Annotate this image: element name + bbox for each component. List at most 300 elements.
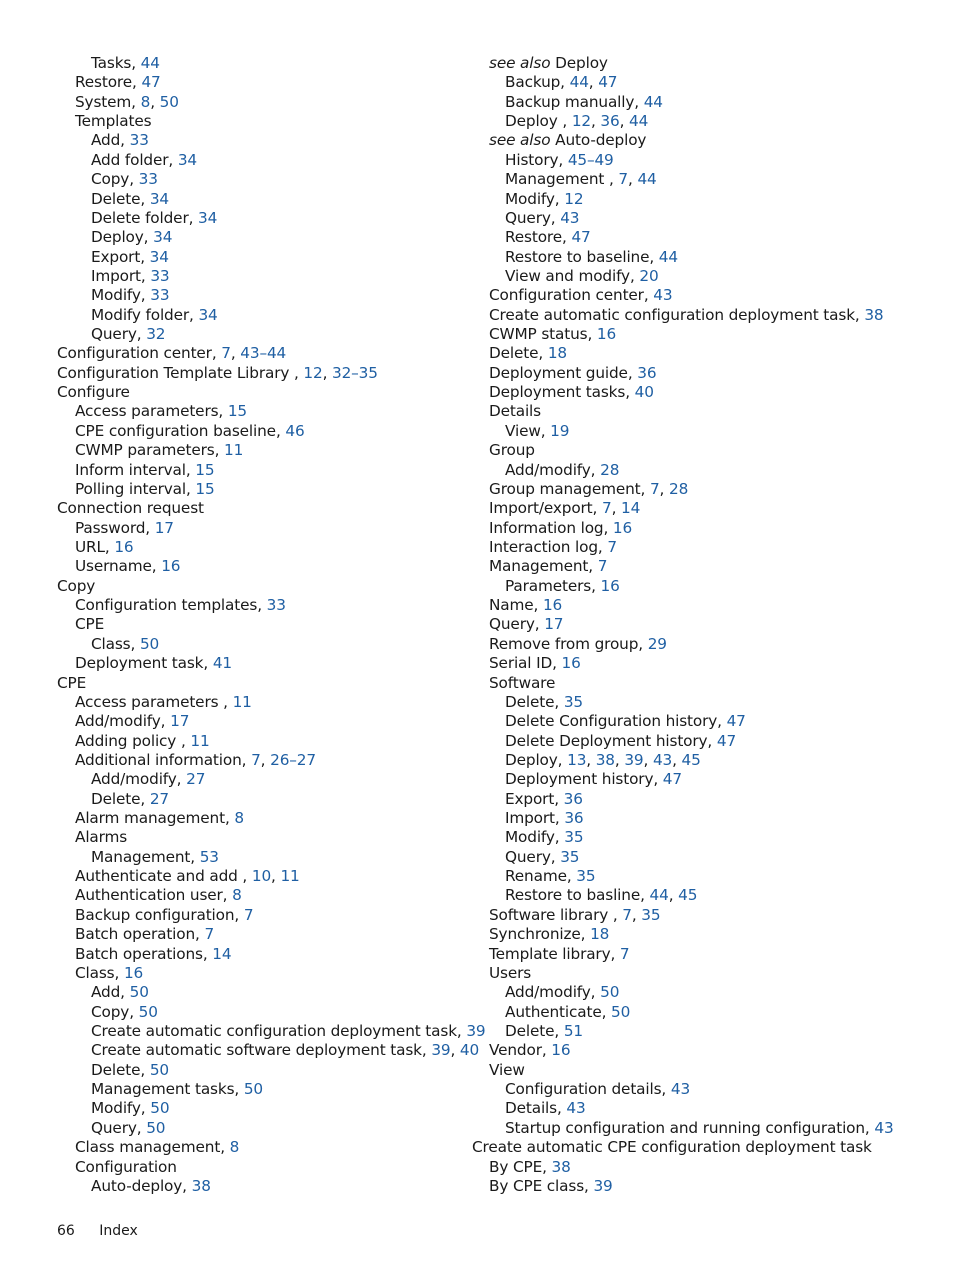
index-entry: View and modify, 20 — [505, 266, 659, 285]
index-term: Access parameters — [75, 402, 219, 421]
index-term: Deploy — [91, 228, 144, 247]
index-entry: Delete Configuration history, 47 — [505, 712, 746, 731]
index-term: Configuration Template Library — [57, 363, 294, 382]
index-entry: Class, 50 — [91, 634, 160, 653]
page-ref-link[interactable]: 35 — [560, 847, 580, 866]
page-ref-link[interactable]: 51 — [563, 1022, 583, 1040]
index-term: Vendor — [489, 1041, 542, 1060]
page-ref-link[interactable]: 14 — [621, 499, 641, 518]
index-term: Modify — [505, 828, 555, 847]
page-ref-link[interactable]: 40 — [459, 1041, 480, 1060]
page-ref-link[interactable]: 43 — [652, 750, 673, 769]
index-term: Add/modify — [505, 460, 591, 479]
page-ref-link[interactable]: 35 — [641, 905, 661, 924]
index-term: Polling interval — [75, 479, 186, 498]
page-ref-link[interactable]: 16 — [161, 557, 181, 576]
index-entry: Add/modify, 27 — [91, 770, 206, 789]
page-ref-link[interactable]: 53 — [199, 847, 219, 866]
see-also-label: see also — [489, 131, 551, 150]
page-ref-link[interactable]: 34 — [149, 189, 169, 208]
index-entry: Parameters, 16 — [505, 576, 620, 595]
page-ref-link[interactable]: 19 — [550, 421, 570, 440]
index-entry: Create automatic software deployment task, 39, 40 — [91, 1041, 480, 1060]
index-term: Interaction log — [489, 538, 598, 556]
index-entry: Modify, 33 — [91, 286, 170, 305]
page-ref-link[interactable]: 16 — [114, 538, 134, 556]
index-term: Delete — [505, 692, 555, 711]
index-term: Restore — [75, 73, 132, 92]
page-ref-link[interactable]: 7 — [649, 479, 660, 498]
page-ref-link[interactable]: 7 — [619, 944, 630, 963]
index-term: Template library — [489, 944, 611, 963]
page-ref-link[interactable]: 47 — [662, 770, 682, 789]
page-ref-link[interactable]: 15 — [195, 479, 215, 498]
index-term: Parameters — [505, 576, 592, 595]
page-ref-link[interactable]: 40 — [634, 383, 654, 402]
index-entry: Import, 33 — [91, 266, 170, 285]
index-entry — [489, 964, 531, 983]
index-entry: Create automatic configuration deployment task, 38 — [489, 305, 884, 324]
index-entry: Delete, 27 — [91, 789, 169, 808]
page-ref-link[interactable]: 15 — [227, 402, 248, 421]
index-entry: Management tasks, 50 — [91, 1080, 264, 1099]
index-term: Query — [91, 325, 137, 344]
index-term: Copy — [91, 1002, 130, 1021]
index-term: Add/modify — [75, 712, 161, 731]
page-ref-link[interactable]: 36 — [637, 363, 657, 382]
index-term: Create automatic CPE configuration deployment task — [472, 1138, 872, 1157]
index-entry: Add, 50 — [91, 983, 149, 1002]
index-entry: Batch operation, 7 — [75, 925, 215, 944]
index-term: Deploy — [505, 750, 558, 769]
page-ref-link[interactable]: 50 — [150, 1099, 170, 1118]
index-term: Batch operations — [75, 944, 203, 963]
index-term: Startup configuration and running configuration — [505, 1118, 865, 1137]
index-entry: View, 19 — [505, 421, 570, 440]
index-term: Alarms — [75, 828, 128, 847]
index-term: Add/modify — [505, 983, 591, 1002]
index-term: Export — [91, 247, 141, 266]
index-term: CPE configuration baseline — [75, 421, 276, 440]
page-ref-link[interactable]: 16 — [561, 654, 581, 673]
page-ref-link[interactable]: 16 — [600, 576, 620, 595]
page-ref-link[interactable]: 17 — [544, 615, 564, 634]
index-entry: Access parameters, 15 — [75, 402, 248, 421]
index-entry: Authenticate, 50 — [505, 1002, 631, 1021]
page-ref-link[interactable]: 39 — [466, 1022, 486, 1040]
page-ref-link[interactable]: 35 — [563, 692, 583, 711]
index-term: Copy — [91, 170, 130, 189]
index-entry: Configuration Template Library , 12, 32–35 — [57, 363, 378, 382]
index-entry: Remove from group, 29 — [489, 634, 667, 653]
page-ref-link[interactable]: 11 — [224, 441, 244, 460]
index-term: Class — [75, 963, 115, 982]
index-term: Access parameters — [75, 692, 224, 711]
index-entry: Restore to basline, 44, 45 — [505, 886, 698, 905]
page-ref-link[interactable]: 8 — [140, 92, 151, 111]
page-ref-link[interactable]: 11 — [232, 692, 252, 711]
index-entry — [75, 1158, 177, 1177]
page-ref-link[interactable]: 50 — [159, 92, 179, 111]
index-entry: Configuration templates, 33 — [75, 596, 286, 615]
page-ref-link[interactable]: 38 — [864, 305, 884, 324]
index-entry — [75, 615, 104, 634]
index-entry: Authenticate and add , 10, 11 — [75, 867, 300, 886]
index-term: Import — [505, 809, 555, 828]
page-ref-link[interactable]: 7 — [597, 557, 608, 576]
index-term: Create automatic configuration deployment task — [489, 305, 855, 324]
index-entry: Add/modify, 50 — [505, 983, 620, 1002]
page-ref-link[interactable]: 43 — [566, 1099, 586, 1118]
page-ref-link[interactable]: 7 — [204, 925, 215, 944]
index-term: Configuration center — [57, 344, 212, 363]
index-entry: Query, 35 — [505, 847, 580, 866]
index-entry: By CPE, 38 — [489, 1157, 571, 1176]
index-term: Modify — [505, 189, 555, 208]
page-ref-link[interactable]: 7 — [221, 344, 231, 363]
index-entry: Deployment task, 41 — [75, 654, 232, 673]
index-term: Deploy — [505, 112, 563, 131]
page-ref-link[interactable]: 7 — [622, 905, 632, 924]
page-ref-link[interactable]: 12 — [571, 112, 591, 131]
page-ref-link[interactable]: 44 — [658, 247, 678, 266]
index-entry: Batch operations, 14 — [75, 944, 232, 963]
index-entry: Configuration center, 43 — [489, 286, 673, 305]
page-ref-link[interactable]: 36 — [600, 112, 620, 131]
index-entry: Deploy, 13, 38, 39, 43, 45 — [505, 750, 701, 769]
index-term: Batch operation — [75, 925, 196, 944]
page-ref-link[interactable]: 7 — [607, 538, 617, 556]
index-entry: By CPE class, 39 — [489, 1176, 613, 1195]
index-entry: Inform interval, 15 — [75, 460, 215, 479]
index-entry: Modify folder, 34 — [91, 305, 218, 324]
index-entry — [489, 674, 555, 693]
page-ref-link[interactable]: 27 — [149, 789, 169, 808]
index-entry: Copy, 50 — [91, 1002, 158, 1021]
index-entry — [472, 1138, 872, 1157]
page-ref-link[interactable]: 16 — [542, 596, 563, 615]
index-entry: Add/modify, 28 — [505, 460, 620, 479]
page-ref-link[interactable]: 35 — [576, 867, 596, 886]
index-entry: Restore, 47 — [75, 73, 161, 92]
page-ref-link[interactable]: 44 — [140, 54, 160, 72]
page-ref-link[interactable]: 10 — [251, 867, 272, 886]
page-ref-link[interactable]: 16 — [123, 963, 144, 982]
index-term: View — [505, 421, 541, 440]
page-ref-link[interactable]: 33 — [138, 170, 158, 189]
page-ref-link[interactable]: 7 — [243, 905, 254, 924]
index-entry: Copy, 33 — [91, 170, 158, 189]
page-ref-link[interactable]: 44 — [569, 73, 589, 92]
index-entry: URL, 16 — [75, 538, 134, 556]
index-entry: Startup configuration and running configuration, 43 — [505, 1118, 894, 1137]
page-ref-link[interactable]: 50 — [149, 1060, 169, 1079]
page-ref-link[interactable]: 7 — [618, 170, 629, 189]
page-ref-link[interactable]: 50 — [129, 983, 149, 1002]
page-ref-link[interactable]: 8 — [229, 1138, 240, 1157]
index-entry: Deployment guide, 36 — [489, 363, 657, 382]
index-term: Modify folder — [91, 305, 190, 324]
index-term: CWMP parameters — [75, 441, 215, 460]
index-term: Inform interval — [75, 460, 186, 479]
index-entry: Backup, 44, 47 — [505, 73, 618, 92]
index-entry: Query, 43 — [505, 208, 580, 227]
page-ref-link[interactable]: 47 — [726, 712, 746, 731]
page-ref-link[interactable]: 47 — [716, 731, 737, 750]
page-ref-link[interactable]: 43 — [560, 208, 580, 227]
index-term: By CPE — [489, 1157, 543, 1176]
page-ref-link[interactable]: 17 — [154, 518, 174, 537]
index-term: Delete Configuration history — [505, 712, 718, 731]
index-term: Delete — [91, 189, 141, 208]
index-entry: Interaction log, 7 — [489, 538, 617, 556]
page-ref-link[interactable]: 17 — [170, 712, 190, 731]
page-ref-link[interactable]: 43–44 — [240, 344, 287, 363]
page-ref-link[interactable]: 11 — [280, 867, 300, 886]
index-entry: Name, 16 — [489, 596, 563, 615]
index-entry: Additional information, 7, 26–27 — [75, 750, 316, 769]
index-term: Class management — [75, 1138, 221, 1157]
index-entry: Backup configuration, 7 — [75, 905, 254, 924]
page-ref-link[interactable]: 15 — [195, 460, 215, 479]
page-ref-link[interactable]: 28 — [668, 479, 689, 498]
page-ref-link[interactable]: 43 — [874, 1118, 894, 1137]
page-ref-link[interactable]: 50 — [139, 634, 160, 653]
page-ref-link[interactable]: 7 — [601, 499, 612, 518]
index-entry: Deployment history, 47 — [505, 770, 682, 789]
page-ref-link[interactable]: 32–35 — [332, 363, 378, 382]
index-term: Export — [505, 789, 555, 808]
index-term: Configuration center — [489, 286, 644, 305]
index-term: Remove from group — [489, 634, 639, 653]
page-ref-link[interactable]: 50 — [138, 1002, 158, 1021]
page-ref-link[interactable]: 7 — [251, 750, 261, 769]
index-term: Backup manually — [505, 92, 635, 111]
page-ref-link[interactable]: 34 — [149, 247, 169, 266]
index-term: Restore to baseline — [505, 247, 650, 266]
page-ref-link[interactable]: 45–49 — [567, 150, 614, 169]
index-term: Information log — [489, 518, 604, 537]
page-ref-link[interactable]: 44 — [649, 886, 669, 905]
page-footer — [57, 1222, 138, 1240]
page-ref-link[interactable]: 50 — [611, 1002, 631, 1021]
index-entry — [75, 112, 151, 131]
page-ref-link[interactable]: 33 — [266, 596, 286, 615]
page-ref-link[interactable]: 47 — [571, 228, 591, 247]
page-ref-link[interactable]: 16 — [612, 518, 633, 537]
index-entry: Deployment tasks, 40 — [489, 383, 654, 402]
page-ref-link[interactable]: 36 — [563, 789, 583, 808]
index-entry: Query, 50 — [91, 1118, 166, 1137]
index-entry: Management, 7 — [489, 557, 608, 576]
index-term: By CPE class — [489, 1176, 585, 1195]
index-term: Query — [505, 208, 551, 227]
index-entry: Delete, 35 — [505, 692, 583, 711]
index-entry: Backup manually, 44 — [505, 92, 663, 111]
page-ref-link[interactable]: 47 — [141, 73, 161, 92]
index-term: View and modify — [505, 266, 630, 285]
page-ref-link[interactable]: 38 — [551, 1157, 571, 1176]
index-term: Tasks — [91, 54, 132, 72]
index-term: Add/modify — [91, 770, 177, 789]
index-term: Additional information — [75, 750, 242, 769]
index-term: Auto-deploy — [91, 1176, 183, 1195]
index-entry: Export, 36 — [505, 789, 583, 808]
index-entry: CWMP parameters, 11 — [75, 441, 244, 460]
page-ref-link[interactable]: 36 — [564, 809, 584, 828]
index-term: Management — [91, 847, 191, 866]
index-entry: Class management, 8 — [75, 1138, 240, 1157]
page-ref-link[interactable]: 44 — [637, 170, 657, 189]
page-ref-link[interactable]: 12 — [303, 363, 323, 382]
index-term: Modify — [91, 286, 141, 305]
index-entry: CPE configuration baseline, 46 — [75, 421, 305, 440]
page-ref-link[interactable]: 43 — [653, 286, 673, 305]
index-term: CPE — [75, 615, 105, 634]
index-term: History — [505, 150, 559, 169]
index-entry — [57, 577, 95, 596]
index-term: Deployment guide — [489, 363, 628, 382]
index-term: Query — [489, 615, 535, 634]
page-ref-link[interactable]: 46 — [285, 421, 305, 440]
index-term: Password — [75, 518, 146, 537]
page-ref-link[interactable]: 27 — [186, 770, 206, 789]
page-ref-link[interactable]: 38 — [595, 750, 615, 769]
index-term: Details — [489, 402, 541, 421]
index-term: Backup — [505, 73, 561, 92]
page-ref-link[interactable]: 39 — [593, 1176, 613, 1195]
page-ref-link[interactable]: 45 — [681, 750, 701, 769]
index-term: Create automatic software deployment task — [91, 1041, 422, 1060]
page-ref-link[interactable]: 33 — [150, 266, 170, 285]
index-entry: Group management, 7, 28 — [489, 479, 689, 498]
index-entry: Template library, 7 — [489, 944, 630, 963]
index-term: Users — [489, 963, 532, 982]
page-ref-link[interactable]: 8 — [234, 809, 244, 828]
index-term: Delete — [505, 1022, 555, 1040]
page-ref-link[interactable]: 32 — [146, 325, 166, 344]
index-term: View — [489, 1060, 525, 1079]
index-entry: Rename, 35 — [505, 867, 596, 886]
index-term: Deployment task — [75, 654, 204, 673]
page-ref-link[interactable]: 50 — [243, 1080, 264, 1099]
index-entry: Import/export, 7, 14 — [489, 499, 641, 518]
index-term: Deployment history — [505, 770, 654, 789]
page-ref-link[interactable]: 44 — [643, 92, 663, 111]
page-number: 66 — [57, 1223, 75, 1239]
index-term: Import/export — [489, 499, 593, 518]
index-entry: Management , 7, 44 — [505, 170, 657, 189]
index-term: Delete — [489, 344, 539, 363]
index-entry: Add, 33 — [91, 131, 149, 150]
page-ref-link[interactable]: 41 — [212, 654, 232, 673]
page-ref-link[interactable]: 20 — [639, 266, 659, 285]
page-ref-link[interactable]: 45 — [678, 886, 698, 905]
page-ref-link[interactable]: 39 — [624, 750, 644, 769]
page-ref-link[interactable]: 47 — [598, 73, 618, 92]
index-term: Rename — [505, 867, 567, 886]
page-ref-link[interactable]: 50 — [600, 983, 620, 1002]
index-entry: Delete, 34 — [91, 189, 169, 208]
page-ref-link[interactable]: 39 — [431, 1041, 451, 1060]
index-entry: Delete, 50 — [91, 1060, 169, 1079]
page-ref-link[interactable]: 13 — [567, 750, 587, 769]
page-ref-link[interactable]: 18 — [547, 344, 567, 363]
index-entry — [75, 828, 127, 847]
index-entry: Information log, 16 — [489, 518, 633, 537]
index-term: Group — [489, 441, 535, 460]
page-ref-link[interactable]: 33 — [150, 286, 170, 305]
page-ref-link[interactable]: 44 — [629, 112, 649, 131]
index-term: Add — [91, 983, 121, 1002]
index-term: Management — [505, 170, 609, 189]
page-ref-link[interactable]: 16 — [596, 325, 617, 344]
index-entry: Tasks, 44 — [91, 54, 160, 72]
page-ref-link[interactable]: 11 — [190, 731, 210, 750]
page-ref-link[interactable]: 14 — [212, 944, 232, 963]
index-entry: Modify, 35 — [505, 828, 584, 847]
index-entry: Add/modify, 17 — [75, 712, 190, 731]
index-entry: Auto-deploy, 38 — [91, 1176, 211, 1195]
index-entry: Synchronize, 18 — [489, 925, 610, 944]
index-entry: Query, 17 — [489, 615, 564, 634]
index-entry: Alarm management, 8 — [75, 809, 244, 828]
index-entry: Delete, 18 — [489, 344, 567, 363]
index-term: Configuration details — [505, 1080, 662, 1099]
page-ref-link[interactable]: 12 — [564, 189, 584, 208]
index-entry: Deploy , 12, 36, 44 — [505, 112, 649, 131]
footer-section: Index — [99, 1223, 138, 1239]
index-entry — [489, 1061, 525, 1080]
index-term: Copy — [57, 576, 96, 595]
index-term: Query — [505, 847, 551, 866]
index-term: Restore to basline — [505, 886, 641, 905]
index-term: Restore — [505, 228, 562, 247]
page-ref-link[interactable]: 33 — [129, 131, 149, 150]
page-ref-link[interactable]: 34 — [198, 208, 218, 227]
page-ref-link[interactable]: 29 — [647, 634, 667, 653]
page-ref-link[interactable]: 38 — [191, 1176, 211, 1195]
page-ref-link[interactable]: 34 — [177, 150, 197, 169]
index-term: Delete Deployment history — [505, 731, 708, 750]
page-ref-link[interactable]: 16 — [551, 1041, 571, 1060]
index-entry: Modify, 12 — [505, 189, 584, 208]
index-entry: CWMP status, 16 — [489, 325, 617, 344]
page-ref-link[interactable]: 35 — [564, 828, 584, 847]
index-term: Backup configuration — [75, 905, 235, 924]
page-ref-link[interactable]: 26–27 — [270, 750, 316, 769]
page-ref-link[interactable]: 43 — [670, 1080, 691, 1099]
page-ref-link[interactable]: 28 — [600, 460, 620, 479]
index-entry: Software library , 7, 35 — [489, 905, 661, 924]
page-ref-link[interactable]: 50 — [146, 1118, 166, 1137]
page-ref-link[interactable]: 34 — [198, 305, 218, 324]
index-term: Auto-deploy — [555, 131, 647, 150]
index-entry: Create automatic configuration deployment task, 39 — [91, 1022, 486, 1040]
index-term: Create automatic configuration deployment task — [91, 1022, 457, 1040]
index-entry — [57, 674, 86, 693]
index-entry: Configuration details, 43 — [505, 1080, 691, 1099]
index-entry: Password, 17 — [75, 518, 174, 537]
index-entry: Restore to baseline, 44 — [505, 247, 678, 266]
page-ref-link[interactable]: 18 — [590, 925, 610, 944]
index-term: URL — [75, 538, 105, 556]
index-entry: Configuration center, 7, 43–44 — [57, 344, 287, 363]
page-ref-link[interactable]: 8 — [232, 886, 242, 905]
page-ref-link[interactable]: 34 — [153, 228, 173, 247]
index-term: Software — [489, 673, 556, 692]
index-entry: Vendor, 16 — [489, 1041, 571, 1060]
